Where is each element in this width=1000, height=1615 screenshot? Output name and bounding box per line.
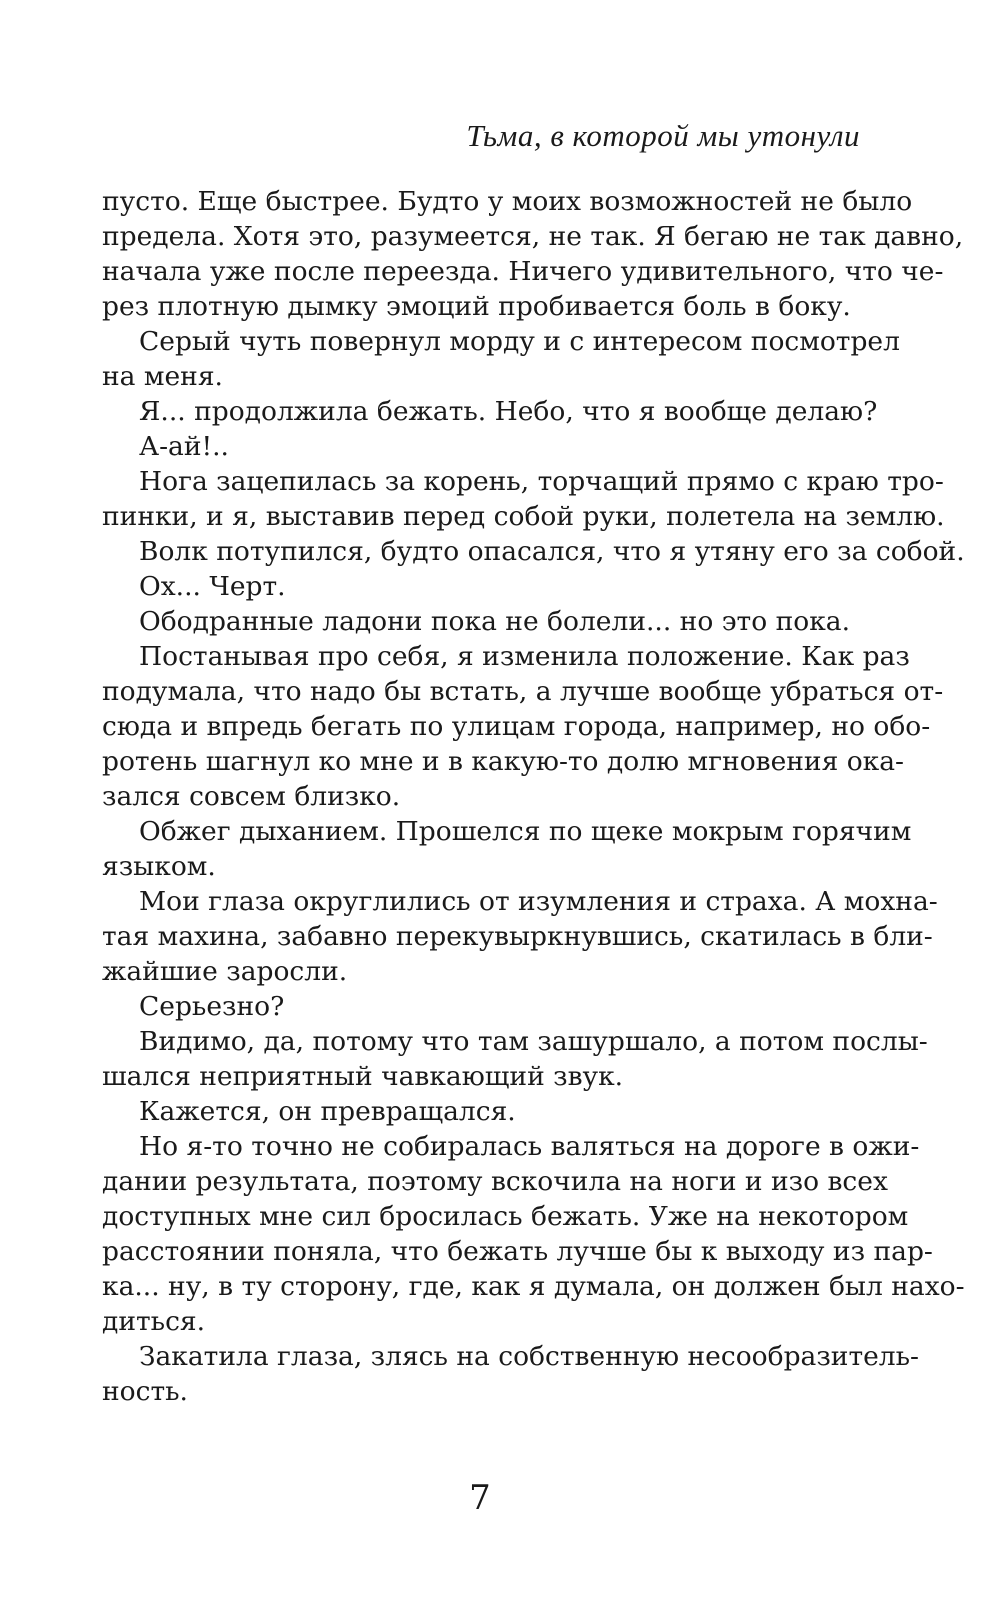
text-line: подумала, что надо бы встать, а лучше вообще убраться от- [102,676,944,707]
text-line: предела. Хотя это, разумеется, не так. Я бегаю не так давно, [102,221,964,252]
text-line: Нога зацепилась за корень, торчащий прямо с краю тро- [139,466,944,497]
text-line: Серый чуть повернул морду и с интересом посмотрел [139,326,900,357]
text-line: ка... ну, в ту сторону, где, как я думала, он должен был нахо- [102,1271,965,1302]
text-line: Обжег дыханием. Прошелся по щеке мокрым горячим [139,816,912,847]
text-line: Мои глаза округлились от изумления и страха. А мохна- [139,886,938,917]
text-line: Я... продолжила бежать. Небо, что я вообще делаю? [139,396,878,427]
text-line: сюда и впредь бегать по улицам города, например, но обо- [102,711,931,742]
text-line: зался совсем близко. [102,781,401,812]
page-number: 7 [469,1478,491,1518]
running-header-title: Тьма, в которой мы утонули [466,118,860,153]
text-line: диться. [102,1306,206,1337]
text-line: Кажется, он превращался. [139,1096,516,1127]
text-line: Ободранные ладони пока не болели... но это пока. [139,606,850,637]
text-line: доступных мне сил бросилась бежать. Уже на некотором [102,1201,909,1232]
text-line: рез плотную дымку эмоций пробивается боль в боку. [102,291,851,322]
text-line: дании результата, поэтому вскочила на ноги и изо всех [102,1166,888,1197]
text-line: начала уже после переезда. Ничего удивительного, что че- [102,256,944,287]
text-line: Постанывая про себя, я изменила положение. Как раз [139,641,910,672]
text-line: Видимо, да, потому что там зашуршало, а потом послы- [139,1026,928,1057]
text-line: тая махина, забавно перекувыркнувшись, скатилась в бли- [102,921,933,952]
body-text [102,184,965,1409]
text-line: пинки, и я, выставив перед собой руки, полетела на землю. [102,501,945,532]
text-line: расстоянии поняла, что бежать лучше бы к выходу из пар- [102,1236,933,1267]
text-line: Волк потупился, будто опасался, что я утяну его за собой. [139,536,965,567]
text-line: Закатила глаза, злясь на собственную несообразитель- [139,1341,920,1372]
text-line: пусто. Еще быстрее. Будто у моих возможностей не было [102,186,913,217]
text-line: жайшие заросли. [102,956,348,987]
text-line: ротень шагнул ко мне и в какую-то долю мгновения ока- [102,746,904,777]
text-line: ность. [102,1376,188,1407]
text-line: А-ай!.. [139,431,229,462]
text-line: шался неприятный чавкающий звук. [102,1061,624,1092]
text-line: Ох... Черт. [139,571,286,602]
text-line: Серьезно? [139,991,285,1022]
text-line: Но я-то точно не собиралась валяться на дороге в ожи- [139,1131,920,1162]
text-line: языком. [102,851,216,882]
text-line: на меня. [102,361,223,392]
